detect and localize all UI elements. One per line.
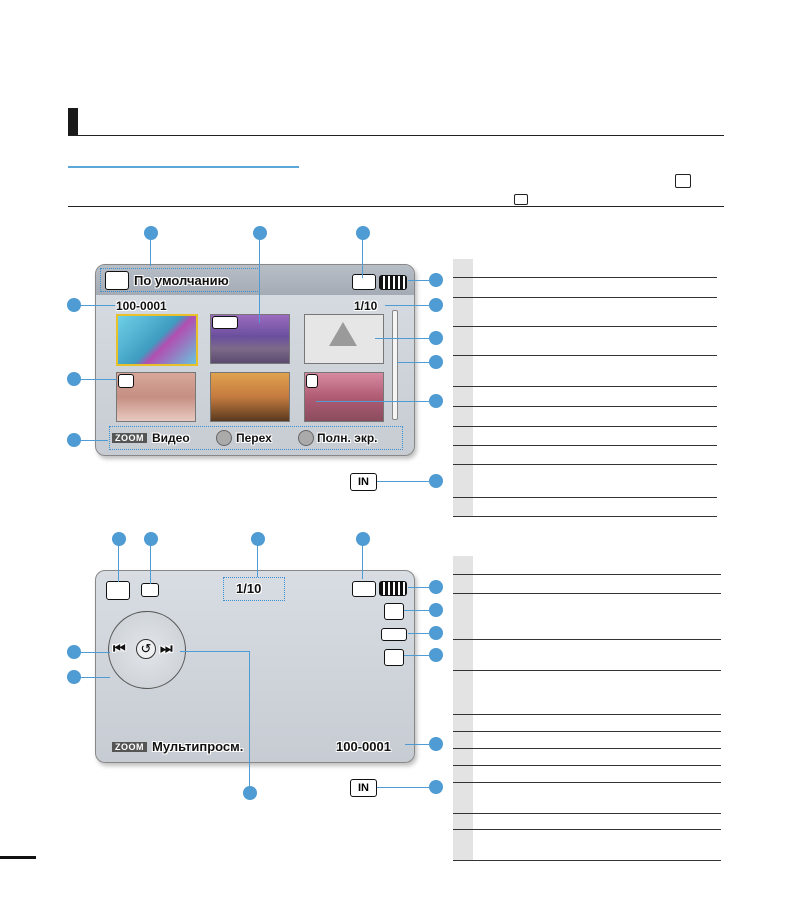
previous-icon[interactable]: ⏮ [113, 640, 126, 656]
callout [429, 394, 443, 408]
callout [356, 532, 370, 546]
subsection-rule [68, 206, 724, 207]
ok-button-icon [298, 430, 314, 446]
table-row [453, 829, 721, 830]
table-row [453, 386, 717, 387]
table-row [453, 464, 717, 465]
callout-line [150, 238, 151, 266]
callout-line [385, 305, 429, 306]
table-row [453, 326, 717, 327]
table-row [453, 355, 717, 356]
callout-line [405, 744, 429, 745]
callout [429, 298, 443, 312]
callout-line [375, 338, 429, 339]
callout [429, 474, 443, 488]
table-row [453, 593, 721, 594]
callout-line [397, 362, 429, 363]
play-icon [514, 194, 528, 205]
table-row [453, 782, 721, 783]
zoom-label: ZOOM [112, 433, 147, 443]
thumbnail-selected[interactable] [116, 314, 198, 366]
callout-line [408, 280, 429, 281]
table-row [453, 813, 721, 814]
callout-line [408, 587, 429, 588]
single-view-screen [95, 570, 415, 763]
table-row [453, 445, 717, 446]
callout [429, 737, 443, 751]
folder-file-number: 100-0001 [336, 739, 391, 754]
callout-line [408, 633, 429, 634]
callout [144, 226, 158, 240]
callout [67, 433, 81, 447]
table-row [453, 406, 717, 407]
section-marker [68, 108, 78, 136]
table-row [453, 516, 717, 517]
image-counter: 1/10 [354, 299, 378, 313]
table-row [453, 297, 717, 298]
zoom-label: ZOOM [112, 742, 147, 752]
internal-memory-badge: IN [350, 473, 377, 491]
folder-file-number: 100-0001 [116, 299, 167, 313]
callout [429, 648, 443, 662]
callout [67, 372, 81, 386]
callout [67, 298, 81, 312]
protect-key-icon [212, 316, 238, 329]
delete-icon [306, 374, 318, 388]
callout-line [80, 677, 110, 678]
callout [251, 532, 265, 546]
callout-line [80, 652, 110, 653]
callout-line [377, 481, 429, 482]
table-row [453, 748, 721, 749]
callout-line [404, 610, 429, 611]
callout-line [377, 787, 429, 788]
callout [429, 580, 443, 594]
print-mark-icon [384, 649, 404, 666]
callout-line [118, 544, 119, 582]
table-row [453, 639, 721, 640]
callout-line [80, 379, 117, 380]
table-row [453, 765, 721, 766]
table-row [453, 426, 717, 427]
slide-show-icon [141, 583, 159, 597]
slide-show-icon [118, 374, 134, 388]
protect-key-icon [381, 628, 407, 641]
callout-line [257, 544, 258, 577]
return-icon[interactable]: ↺ [136, 639, 156, 659]
callout [429, 603, 443, 617]
section-rule [68, 135, 724, 136]
callout-line [180, 651, 249, 652]
scrollbar[interactable] [392, 310, 398, 420]
full-view-icon [384, 603, 404, 620]
callout [429, 780, 443, 794]
callout [67, 645, 81, 659]
full-screen-label: Полн. экр. [317, 431, 378, 445]
table-row [453, 860, 721, 861]
callout [243, 786, 257, 800]
mode-label: По умолчанию [134, 273, 229, 288]
callout [429, 273, 443, 287]
joystick-icon [216, 430, 232, 446]
callout [429, 331, 443, 345]
page-marker [0, 856, 36, 859]
photo-mode-icon [105, 271, 129, 290]
thumbnail-screen [95, 264, 415, 456]
table-row [453, 731, 721, 732]
callout [112, 532, 126, 546]
table-row [453, 497, 717, 498]
next-icon[interactable]: ⏭ [160, 640, 173, 656]
callout [429, 355, 443, 369]
thumbnail-4[interactable] [210, 372, 290, 422]
table-number-column [453, 556, 473, 861]
callout [429, 626, 443, 640]
callout [356, 226, 370, 240]
callout-line [80, 305, 115, 306]
callout-line [362, 544, 363, 579]
video-label: Видео [152, 431, 190, 445]
battery-icon [379, 275, 407, 290]
callout-line [249, 651, 250, 786]
callout [253, 226, 267, 240]
internal-memory-badge: IN [350, 779, 377, 797]
photo-mode-icon [675, 174, 691, 188]
image-counter: 1/10 [236, 581, 262, 596]
callout-line [80, 440, 108, 441]
callout-line [150, 544, 151, 584]
callout-line [404, 655, 429, 656]
move-label: Перех [236, 431, 272, 445]
table-row [453, 574, 721, 575]
battery-icon [379, 581, 407, 596]
storage-card-icon [352, 581, 376, 597]
photo-mode-icon [106, 581, 130, 600]
callout-line [316, 401, 429, 402]
slide-label: Мультипросм. [152, 739, 244, 754]
warning-icon [329, 322, 357, 346]
subsection-underline [68, 166, 299, 168]
callout [144, 532, 158, 546]
storage-card-icon [352, 274, 376, 290]
table-row [453, 670, 721, 671]
callout-line [259, 238, 260, 323]
table-row [453, 714, 721, 715]
callout [67, 670, 81, 684]
callout-line [362, 238, 363, 278]
table-row [453, 277, 717, 278]
